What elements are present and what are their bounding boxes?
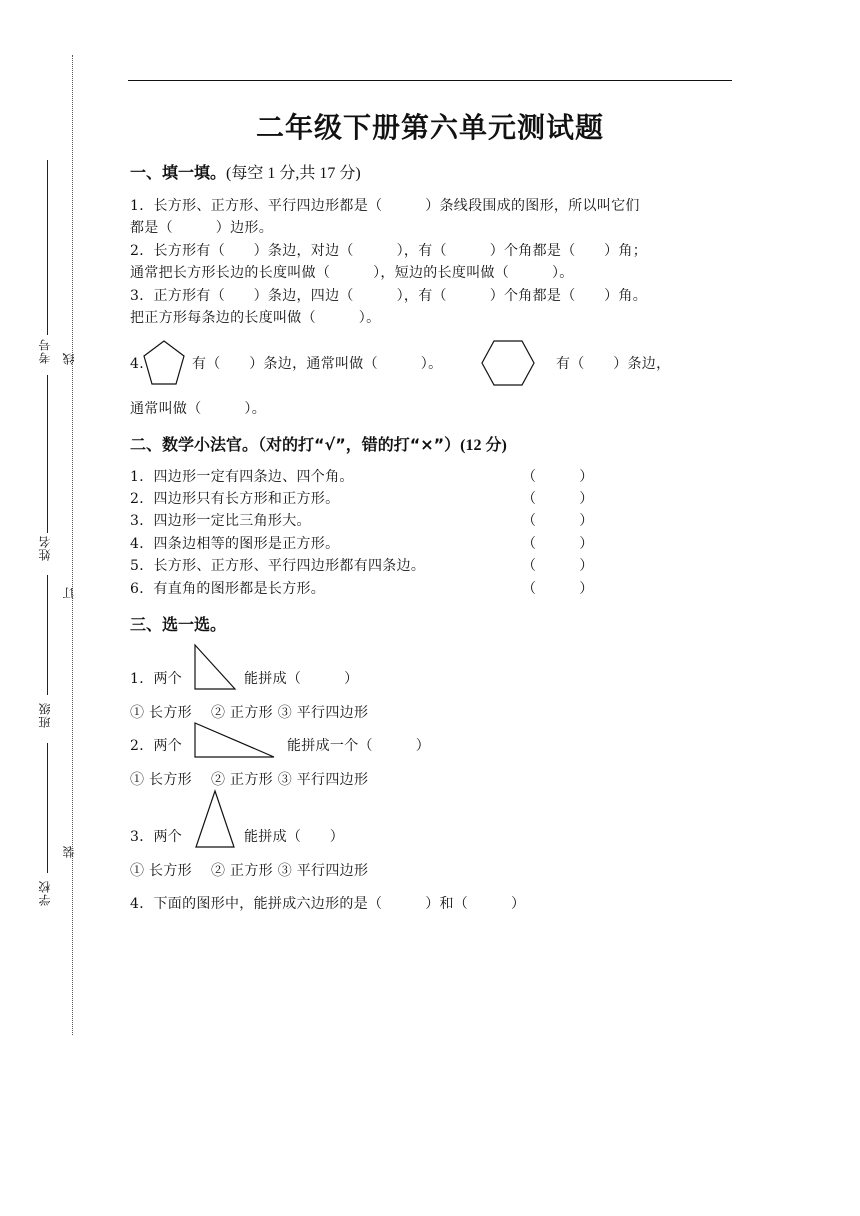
cut-line-label: 订 <box>62 586 76 599</box>
section2-score-note: (12 分) <box>460 437 507 454</box>
s1-q4-line2: 通常叫做（ ）。 <box>130 401 266 417</box>
s3-q2-suffix: 能拼成一个（ ） <box>287 738 430 754</box>
s2-item: 6．有直角的图形都是长方形。 <box>130 581 326 597</box>
class-label: 班级 <box>38 702 52 728</box>
s1-q4-number: 4. <box>130 356 144 372</box>
binding-rule <box>47 160 48 335</box>
hexagon-figure <box>480 340 536 386</box>
s3-q3-suffix: 能拼成（ ） <box>244 829 345 845</box>
s2-item: 2．四边形只有长方形和正方形。 <box>130 491 340 507</box>
s3-q1-options: ① 长方形 ② 正方形 ③ 平行四边形 <box>130 705 369 721</box>
binding-rule <box>47 575 48 695</box>
s2-item: 5．长方形、正方形、平行四边形都有四条边。 <box>130 558 426 574</box>
pentagon-figure <box>142 340 186 386</box>
school-label: 学校 <box>38 880 52 906</box>
binding-rule <box>47 375 48 533</box>
cut-line-label: 线 <box>62 352 76 365</box>
long-right-triangle-figure <box>194 722 276 758</box>
section1-heading <box>130 160 361 183</box>
s2-answer-blank[interactable]: （ ） <box>522 513 594 529</box>
s3-q1-prefix: 1．两个 <box>130 671 183 687</box>
isosceles-triangle-figure <box>195 790 235 848</box>
name-label: 姓名 <box>38 535 52 561</box>
s1-q2-line1: 2．长方形有（ ）条边，对边（ ），有（ ）个角都是（ ）角； <box>130 243 648 259</box>
s1-q1-line2: 都是（ ）边形。 <box>130 220 273 236</box>
s2-answer-blank[interactable]: （ ） <box>522 581 594 597</box>
top-rule <box>128 80 732 81</box>
s1-q1-line1: 1．长方形、正方形、平行四边形都是（ ）条线段围成的图形，所以叫它们 <box>130 198 640 214</box>
s3-q2-prefix: 2．两个 <box>130 738 183 754</box>
s2-item: 3．四边形一定比三角形大。 <box>130 513 311 529</box>
cut-line-label: 装 <box>62 845 76 858</box>
s3-q3-prefix: 3．两个 <box>130 829 183 845</box>
section3-heading: 三、选一选。 <box>130 615 227 634</box>
s2-answer-blank[interactable]: （ ） <box>522 469 594 485</box>
s1-q3-line1: 3．正方形有（ ）条边，四边（ ），有（ ）个角都是（ ）角。 <box>130 288 648 304</box>
s3-q3-options: ① 长方形 ② 正方形 ③ 平行四边形 <box>130 863 369 879</box>
s1-q4-part1: 有（ ）条边，通常叫做（ ）。 <box>192 356 443 372</box>
s3-q1-suffix: 能拼成（ ） <box>244 671 359 687</box>
s1-q4-part2: 有（ ）条边， <box>556 356 671 372</box>
binding-dotted-line <box>72 55 73 1035</box>
s2-item: 4．四条边相等的图形是正方形。 <box>130 536 340 552</box>
s2-item: 1．四边形一定有四条边、四个角。 <box>130 469 354 485</box>
binding-rule <box>47 743 48 873</box>
section1-heading-text: 一、填一填。 <box>130 163 227 182</box>
s3-q4: 4．下面的图形中，能拼成六边形的是（ ）和（ ） <box>130 896 526 912</box>
exam-number-label: 考号 <box>38 338 52 364</box>
s1-q3-line2: 把正方形每条边的长度叫做（ ）。 <box>130 310 381 326</box>
right-triangle-figure <box>194 644 236 690</box>
section1-score-note: (每空 1 分,共 17 分) <box>226 165 361 182</box>
page-title: 二年级下册第六单元测试题 <box>255 111 604 144</box>
s2-answer-blank[interactable]: （ ） <box>522 536 594 552</box>
s3-q2-options: ① 长方形 ② 正方形 ③ 平行四边形 <box>130 772 369 788</box>
s2-answer-blank[interactable]: （ ） <box>522 491 594 507</box>
s1-q2-line2: 通常把长方形长边的长度叫做（ ），短边的长度叫做（ ）。 <box>130 265 574 281</box>
section2-heading-text: 二、数学小法官。（对的打“√”，错的打“×”） <box>130 435 461 454</box>
section2-heading <box>130 432 507 455</box>
s2-answer-blank[interactable]: （ ） <box>522 558 594 574</box>
